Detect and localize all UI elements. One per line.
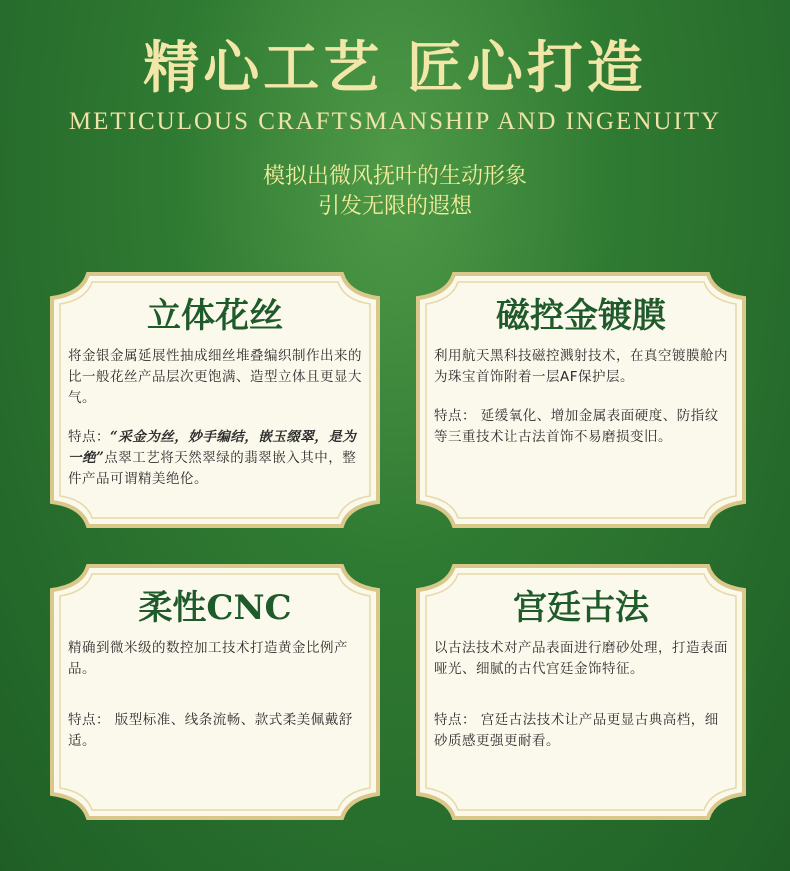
card-palace-ancient-method [414,562,748,822]
page-title: 精心工艺 匠心打造 [143,35,647,101]
card-title: 宫廷古法 [513,588,649,628]
card-flexible-cnc [48,562,382,822]
card-description: 利用航天黑科技磁控溅射技术，在真空镀膜舱内为珠宝首饰附着一层AF保护层。 [434,348,728,385]
card-feature: 特点： 宫廷古法技术让产品更显古典高档，细砂质感更强更耐看。 [434,712,719,749]
card-body [68,346,364,508]
english-subtitle: METICULOUS CRAFTSMANSHIP AND INGENUITY [68,108,722,135]
intro-text [0,162,790,222]
intro-line-2: 引发无限的遐想 [317,194,472,219]
card-body [68,638,364,770]
card-title: 立体花丝 [147,296,283,336]
card-title: 磁控金镀膜 [496,296,666,336]
feature-quote: “采金为丝，妙手编结，嵌玉缀翠，是为一绝” [68,429,357,466]
card-description: 将金银金属延展性抽成细丝堆叠编织制作出来的比一般花丝产品层次更饱满、造型立体且更显大气。 [68,348,362,406]
card-feature [68,427,364,490]
card-description: 精确到微米级的数控加工技术打造黄金比例产品。 [68,640,348,677]
card-title: 柔性CNC [138,588,292,628]
card-filigree [48,270,382,530]
card-feature: 特点： 版型标准、线条流畅、款式柔美佩戴舒适。 [68,712,353,749]
card-description: 以古法技术对产品表面进行磨砂处理，打造表面哑光、细腻的古代宫廷金饰特征。 [434,640,728,677]
card-body [434,346,730,466]
card-body [434,638,730,770]
intro-line-1: 模拟出微风抚叶的生动形象 [262,164,527,189]
feature-text: 点翠工艺将天然翠绿的翡翠嵌入其中，整件产品可谓精美绝伦。 [68,450,357,487]
feature-label: 特点： [68,429,110,445]
card-magnetron-coating [414,270,748,530]
card-feature: 特点： 延缓氧化、增加金属表面硬度、防指纹等三重技术让古法首饰不易磨损变旧。 [434,408,719,445]
